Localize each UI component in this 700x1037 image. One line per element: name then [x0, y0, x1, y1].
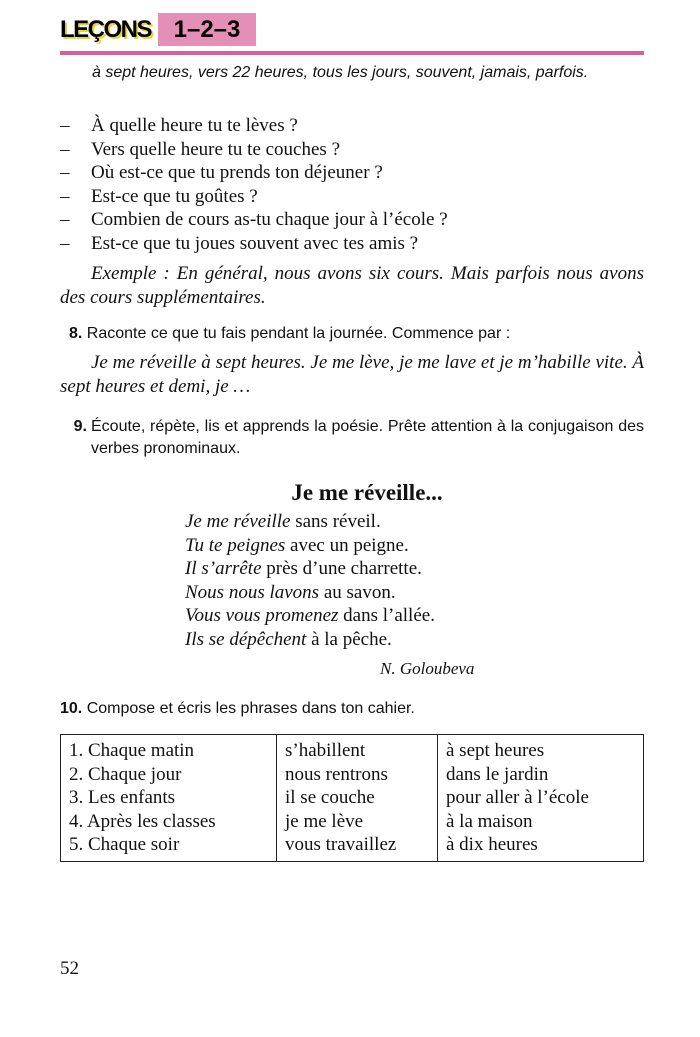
poem-verb: Je me réveille	[185, 511, 291, 532]
table-cell: 2. Chaque jour	[69, 763, 182, 785]
list-dash: –	[60, 138, 70, 160]
list-dash: –	[60, 162, 70, 183]
lesson-numbers-badge: 1–2–3	[158, 13, 256, 46]
poem-line	[185, 604, 435, 628]
list-dash: –	[60, 232, 70, 254]
list-item	[60, 161, 644, 185]
table-cell: 5. Chaque soir	[69, 834, 180, 855]
poem-rest: sans réveil.	[290, 511, 381, 532]
poem-author: N. Goloubeva	[380, 659, 475, 678]
lesson-header	[60, 12, 644, 50]
question-text: À quelle heure tu te lèves ?	[91, 115, 298, 136]
table-cell: 1. Chaque matin	[69, 740, 195, 761]
table-cell: pour aller à l’école	[446, 787, 589, 808]
question-list	[60, 114, 644, 255]
list-dash: –	[60, 185, 70, 207]
exercise-number: 8.	[69, 325, 83, 342]
verb-column	[277, 735, 438, 862]
poem-rest: près d’une charrette.	[261, 558, 422, 579]
complement-column	[438, 735, 644, 862]
poem-rest: au savon.	[319, 581, 396, 603]
list-item	[60, 208, 644, 232]
list-dash: –	[60, 115, 70, 136]
exercise-8-example: Je me réveille à sept heures. Je me lève, je me lave et je m’habille vite. À sept heures et demi, je …	[60, 352, 644, 397]
table-cell: 4. Après les classes	[69, 810, 216, 832]
poem-rest: à la pêche.	[306, 628, 392, 650]
exercise-instruction: Écoute, répète, lis et apprends la poésie. Prête attention à la conjugaison des verbes pronominaux.	[91, 418, 644, 457]
poem-verb: Nous nous lavons	[185, 581, 320, 603]
poem-title: Je me réveille...	[291, 480, 443, 505]
list-item	[60, 138, 644, 162]
poem-line	[185, 510, 435, 534]
poem-line	[185, 534, 435, 558]
table-cell: à sept heures	[446, 740, 545, 761]
question-text: Où est-ce que tu prends ton déjeuner ?	[91, 162, 383, 183]
exercise-number: 10.	[60, 700, 83, 717]
poem-rest: avec un peigne.	[285, 534, 409, 556]
subject-column	[61, 735, 277, 862]
list-item	[60, 232, 644, 256]
page-number: 52	[60, 958, 79, 979]
exercise-9	[60, 416, 644, 460]
table-cell: nous rentrons	[285, 763, 388, 785]
adverbs-hint: à sept heures, vers 22 heures, tous les jours, souvent, jamais, parfois.	[92, 64, 589, 81]
question-text: Combien de cours as-tu chaque jour à l’école ?	[91, 209, 448, 230]
exercise-8	[60, 323, 644, 345]
poem-line	[185, 581, 435, 605]
question-text: Vers quelle heure tu te couches ?	[91, 138, 341, 160]
poem-line	[185, 557, 435, 581]
poem-verb: Il s’arrête	[185, 558, 262, 579]
header-divider	[60, 51, 644, 55]
poem-verb: Tu te peignes	[185, 534, 286, 556]
table-cell: il se couche	[285, 787, 375, 808]
exercise-10	[60, 698, 644, 720]
poem-rest: dans l’allée.	[338, 605, 435, 626]
exercise-instruction: Compose et écris les phrases dans ton cahier.	[86, 700, 415, 717]
poem-verb: Ils se dépêchent	[185, 628, 307, 650]
table-cell: 3. Les enfants	[69, 787, 176, 808]
table-cell: à la maison	[446, 810, 533, 832]
table-cell: s’habillent	[285, 740, 366, 761]
lecons-label: LEÇONS	[60, 16, 152, 43]
question-text: Est-ce que tu joues souvent avec tes amis ?	[91, 232, 419, 254]
poem-verb: Vous vous promenez	[185, 605, 339, 626]
table-cell: à dix heures	[446, 834, 538, 855]
table-row	[61, 735, 644, 862]
list-item	[60, 114, 644, 138]
exercise-number: 9.	[73, 418, 87, 435]
example-answer: Exemple : En général, nous avons six cours. Mais parfois nous avons des cours supplémentaires.	[60, 263, 644, 308]
list-item	[60, 185, 644, 209]
question-text: Est-ce que tu goûtes ?	[91, 185, 258, 207]
phrase-table	[60, 734, 644, 862]
list-dash: –	[60, 209, 70, 230]
table-cell: dans le jardin	[446, 763, 549, 785]
exercise-instruction: Raconte ce que tu fais pendant la journée. Commence par :	[86, 325, 511, 342]
poem	[185, 510, 435, 651]
table-cell: vous travaillez	[285, 834, 397, 855]
poem-line	[185, 628, 435, 652]
table-cell: je me lève	[285, 810, 364, 832]
